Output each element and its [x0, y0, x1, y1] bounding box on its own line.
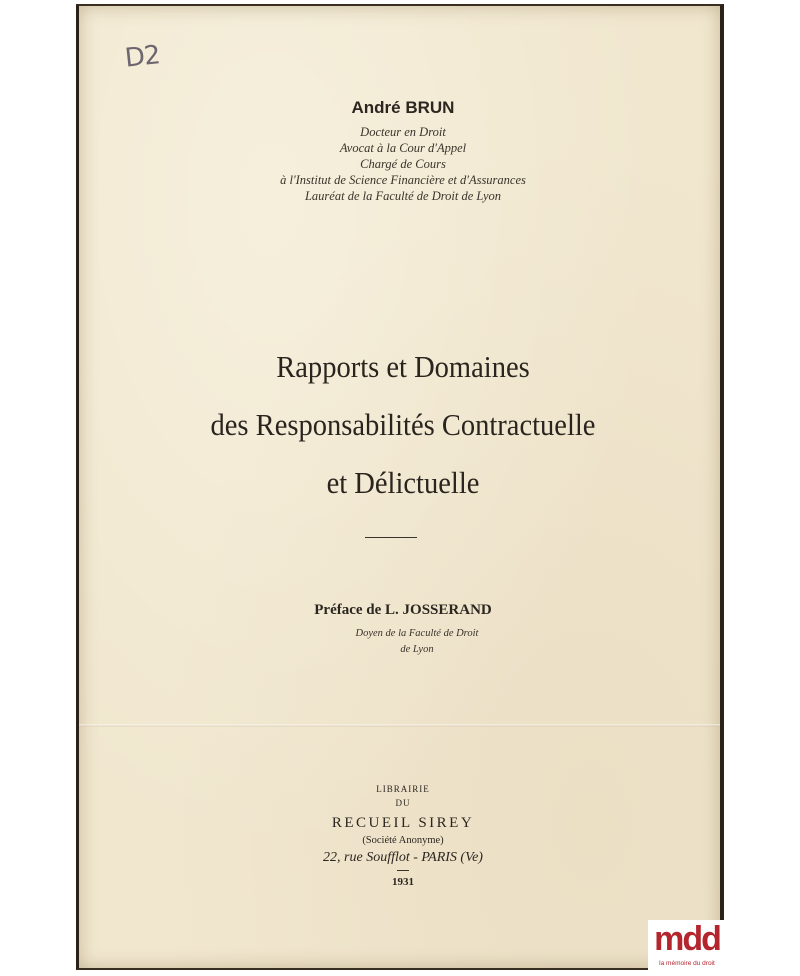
publication-year: 1931 — [392, 876, 414, 888]
publisher-divider — [397, 870, 409, 871]
preface-author-role — [317, 626, 517, 658]
credential-line: Lauréat de la Faculté de Droit de Lyon — [304, 189, 501, 203]
preface-role-line: de Lyon — [400, 644, 434, 655]
title-line: Rapports et Domaines — [276, 349, 530, 384]
credential-line: à l'Institut de Science Financière et d'Assurances — [280, 173, 526, 187]
paper-fold — [79, 724, 720, 727]
preface-label: Préface de L. JOSSERAND — [314, 602, 492, 618]
publisher-company: (Société Anonyme) — [362, 835, 444, 846]
publisher-block — [79, 782, 727, 889]
publisher-line: LIBRAIRIE — [376, 784, 430, 794]
credential-line: Docteur en Droit — [360, 125, 446, 139]
publisher-line: DU — [395, 798, 411, 808]
title-line: et Délictuelle — [326, 465, 480, 500]
logo-mark: mdd — [654, 920, 720, 958]
mdd-logo — [648, 920, 726, 974]
handwritten-annotation: D2 — [123, 40, 162, 74]
author-credentials — [79, 124, 727, 204]
logo-tagline: la mémoire du droit — [659, 960, 715, 967]
credential-line: Avocat à la Cour d'Appel — [339, 141, 467, 155]
book-title — [105, 338, 701, 512]
author-name: André BRUN — [351, 98, 455, 117]
title-divider — [365, 537, 417, 538]
title-line: des Responsabilités Contractuelle — [210, 407, 596, 442]
credential-line: Chargé de Cours — [360, 157, 446, 171]
publisher-address: 22, rue Soufflot - PARIS (Ve) — [323, 850, 483, 865]
preface-role-line: Doyen de la Faculté de Droit — [355, 628, 479, 639]
book-cover — [76, 4, 724, 970]
publisher-name: RECUEIL SIREY — [331, 815, 475, 831]
